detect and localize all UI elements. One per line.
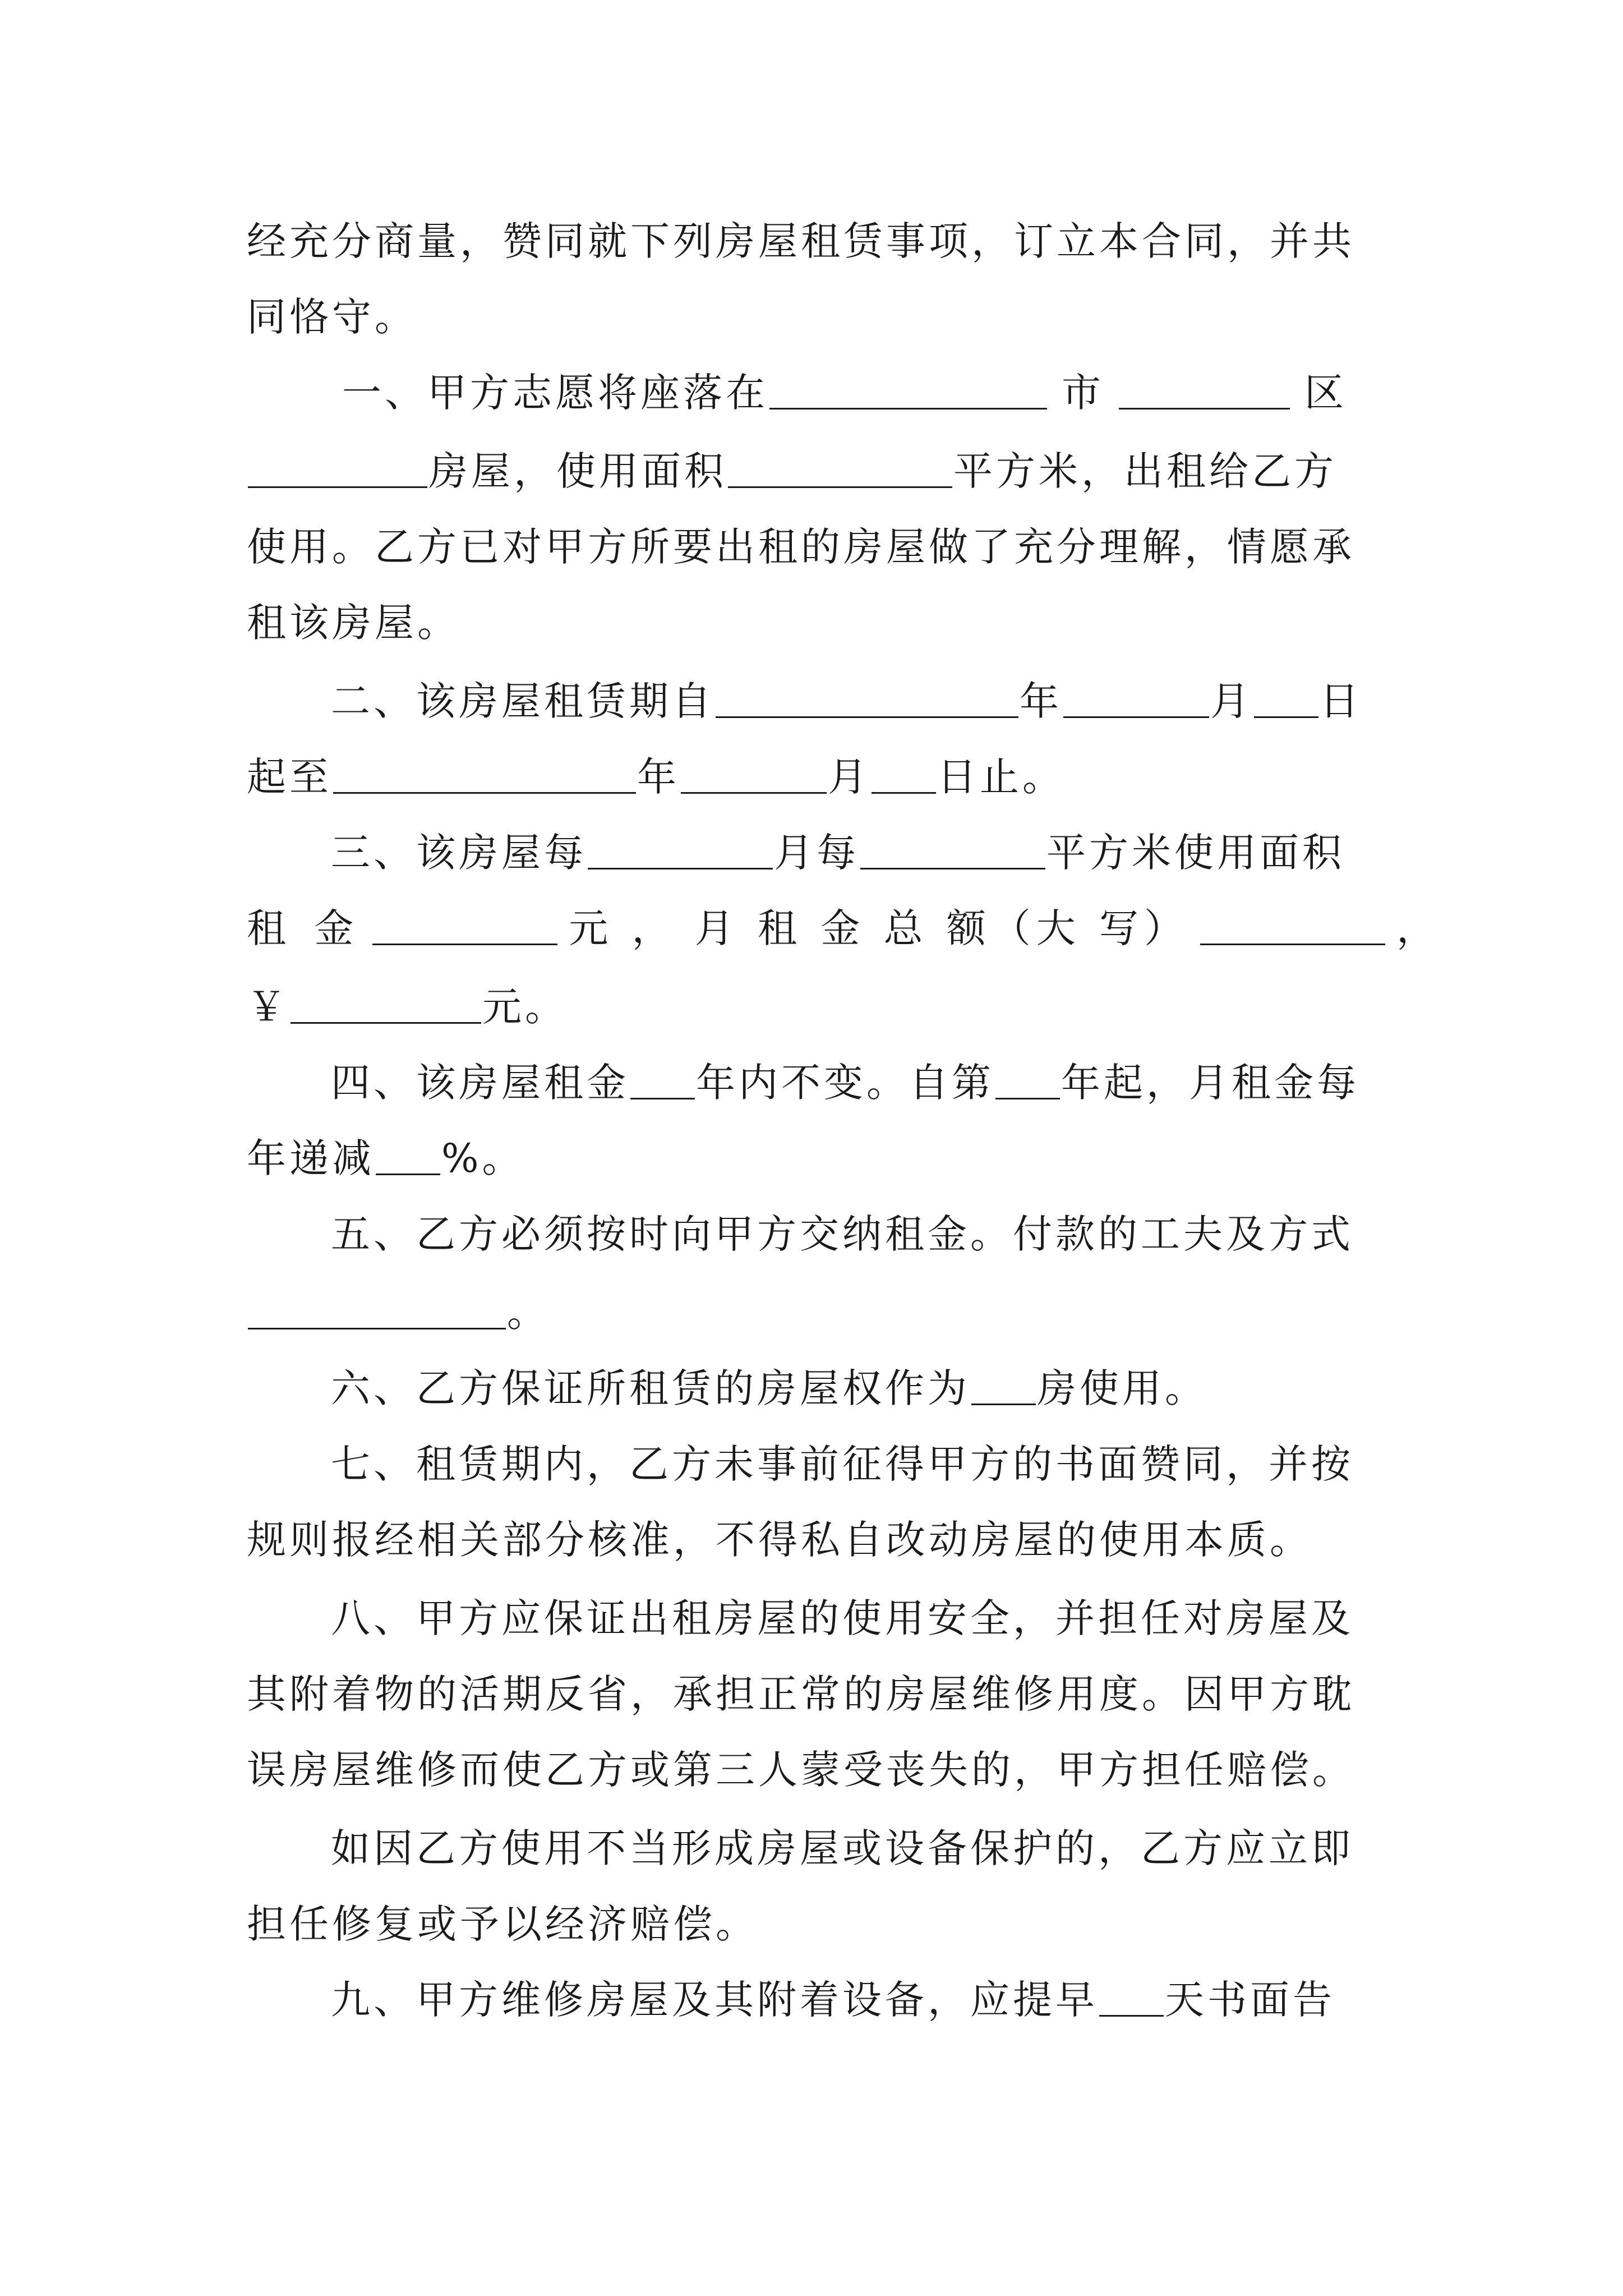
line-text: 如因乙方使用不当形成房屋或设备保护的，乙方应立即 — [331, 1825, 1354, 1871]
line-text: 使用。乙方已对甲方所要出租的房屋做了充分理解，情愿承 — [247, 524, 1355, 570]
text-line — [247, 440, 1385, 502]
fill-blank-start-day[interactable] — [1254, 677, 1318, 718]
line-text: %。 — [441, 1135, 525, 1181]
fill-blank-payment-method[interactable] — [248, 1289, 506, 1329]
fill-blank-usage[interactable] — [971, 1364, 1036, 1405]
line-text: 年 — [1020, 678, 1062, 724]
line-text: 年内不变。自第 — [696, 1060, 994, 1106]
line-text: 元。 — [482, 984, 568, 1030]
line-text: 。 — [507, 1290, 550, 1336]
fill-blank-end-day[interactable] — [872, 753, 936, 794]
line-text: 经充分商量，赞同就下列房屋租赁事项，订立本合同，并共 — [247, 218, 1355, 264]
text-line — [342, 362, 1385, 424]
line-text: 年递减 — [247, 1135, 375, 1181]
fill-blank-fixed-years[interactable] — [630, 1059, 695, 1099]
text-line — [247, 210, 1385, 272]
line-text: 起至 — [247, 754, 332, 800]
text-line — [247, 1128, 1385, 1189]
line-text: 房使用。 — [1037, 1365, 1207, 1411]
fill-blank-decrease-percent[interactable] — [376, 1134, 440, 1175]
line-text: 年起，月租金每 — [1061, 1060, 1359, 1106]
text-line — [247, 1893, 1385, 1955]
line-text: 元 ， 月 租 金 总 额（大 写） — [569, 905, 1189, 951]
fill-blank-square-meters[interactable] — [860, 829, 1045, 869]
text-line — [331, 1818, 1385, 1879]
line-text: 同恪守。 — [247, 294, 417, 340]
line-text: 九、甲方维修房屋及其附着设备，应提早 — [331, 1977, 1098, 2023]
line-text: 担任修复或予以经济赔偿。 — [247, 1901, 758, 1947]
line-text: 误房屋维修而使乙方或第三人蒙受丧失的，甲方担任赔偿。 — [247, 1747, 1355, 1793]
fill-blank-area[interactable] — [728, 447, 952, 488]
text-line — [247, 592, 1385, 654]
fill-blank-from-year[interactable] — [995, 1059, 1060, 1099]
line-text: 三、该房屋每 — [331, 830, 587, 876]
text-line — [247, 1663, 1385, 1725]
text-line — [331, 1358, 1385, 1419]
text-line — [331, 1433, 1385, 1495]
line-text: 租 金 — [247, 905, 362, 951]
text-line — [247, 976, 1385, 1038]
line-text: 六、乙方保证所租赁的房屋权作为 — [331, 1365, 970, 1411]
fill-blank-total-rent-amount[interactable] — [291, 983, 481, 1024]
line-text: 日 — [1320, 678, 1362, 724]
line-text: 二、该房屋租赁期自 — [331, 678, 714, 724]
fill-blank-notice-days[interactable] — [1099, 1976, 1164, 2017]
line-text: 租该房屋。 — [247, 600, 460, 646]
fill-blank-district[interactable] — [1119, 369, 1290, 409]
text-line — [331, 822, 1385, 884]
text-line — [247, 1509, 1385, 1571]
text-line — [247, 516, 1385, 578]
line-text: 其附着物的活期反省，承担正常的房屋维修用度。因甲方耽 — [247, 1671, 1355, 1717]
fill-blank-total-rent-uppercase[interactable] — [1200, 904, 1385, 945]
line-text: 五、乙方必须按时向甲方交纳租金。付款的工夫及方式 — [331, 1211, 1354, 1257]
line-text: 一、甲方志愿将座落在 — [342, 370, 768, 416]
text-line — [331, 1052, 1385, 1114]
line-text: 日止。 — [937, 754, 1065, 800]
line-text: 七、租赁期内，乙方未事前征得甲方的书面赞同，并按 — [331, 1441, 1354, 1487]
text-line — [247, 898, 1440, 959]
line-text: 月 — [1210, 678, 1253, 724]
line-text: 天书面告 — [1165, 1977, 1335, 2023]
fill-blank-end-year[interactable] — [333, 753, 636, 794]
yuan-symbol: ￥ — [247, 984, 289, 1030]
fill-blank-city[interactable] — [769, 369, 1047, 409]
text-line — [331, 1969, 1385, 2031]
text-line — [247, 286, 1385, 348]
fill-blank-start-year[interactable] — [716, 677, 1018, 718]
line-text: 年 — [637, 754, 680, 800]
line-text: 月 — [828, 754, 870, 800]
line-text: 平方米，出租给乙方 — [953, 448, 1337, 494]
fill-blank-rent-per-unit[interactable] — [372, 904, 557, 945]
text-line — [331, 1203, 1385, 1265]
fill-blank-start-month[interactable] — [1063, 677, 1209, 718]
line-text: 八、甲方应保证出租房屋的使用安全，并担任对房屋及 — [331, 1595, 1354, 1641]
line-text: ， — [1396, 905, 1440, 951]
fill-blank-address[interactable] — [248, 447, 427, 488]
text-line — [247, 1739, 1385, 1801]
text-line — [331, 670, 1385, 732]
line-text: 区 — [1304, 370, 1347, 416]
text-line — [247, 1282, 1385, 1343]
line-text: 平方米使用面积 — [1046, 830, 1345, 876]
line-text: 市 — [1062, 370, 1104, 416]
text-line — [331, 1588, 1385, 1649]
text-line — [247, 746, 1385, 808]
fill-blank-end-month[interactable] — [681, 753, 827, 794]
line-text: 规则报经相关部分核准，不得私自改动房屋的使用本质。 — [247, 1517, 1312, 1563]
fill-blank-months[interactable] — [588, 829, 773, 869]
line-text: 房屋，使用面积 — [428, 448, 727, 494]
line-text: 月每 — [774, 830, 859, 876]
line-text: 四、该房屋租金 — [331, 1060, 629, 1106]
